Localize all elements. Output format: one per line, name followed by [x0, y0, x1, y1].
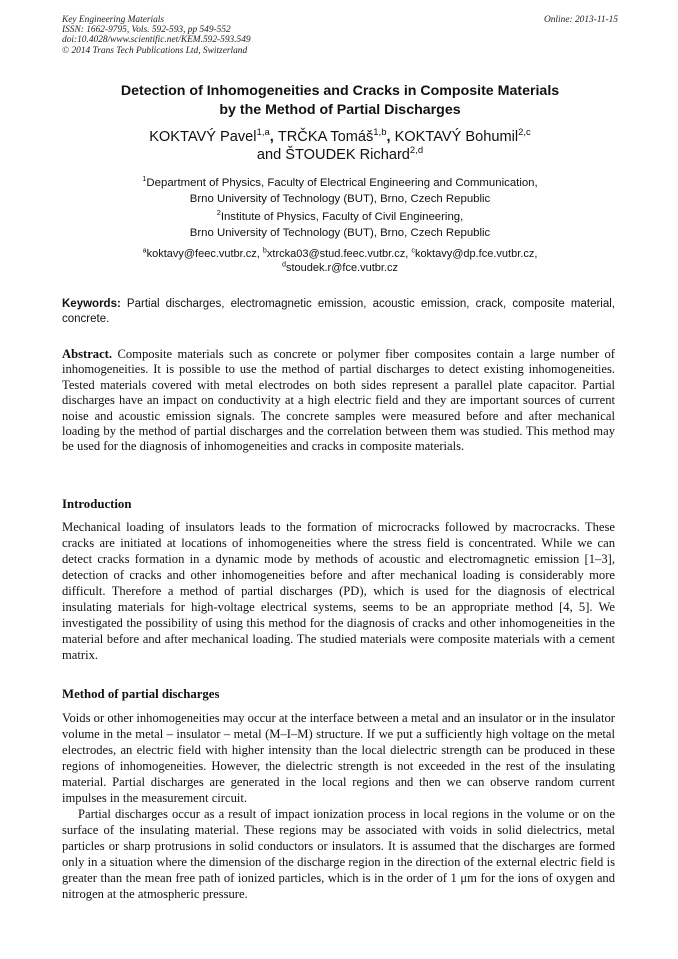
- introduction-heading: Introduction: [62, 497, 132, 511]
- email-address: koktavy@dp.fce.vutbr.cz,: [414, 248, 538, 260]
- method-paragraph-2: Partial discharges occur as a result of impact ionization process in local regions in the volume or on the surface of the insulating material. These regions may be associated with voids in solid dielectrics, metal particles or sharp protrusions in solid conductors or insulators. It is assumed that the discharges are formed only in a situation where the dimension of the discharge region in the direction of the external electric field is greater than the mean free path of ionized particles, which is in the order of 1 μm for the ions of oxygen and nitrogen at the atmospheric pressure.: [62, 807, 615, 901]
- author-name: KOKTAVÝ Bohumil: [394, 129, 519, 145]
- paper-title: [62, 82, 618, 120]
- email-mark: b: [262, 246, 267, 255]
- title-line-1: Detection of Inhomogeneities and Cracks in Composite Materials: [120, 83, 560, 99]
- author-name: TRČKA Tomáš: [277, 129, 374, 145]
- keywords-text: Partial discharges, electromagnetic emission, acoustic emission, crack, composite material, concrete.: [62, 298, 615, 326]
- email-line-1: [62, 247, 618, 261]
- email-line-2: [62, 261, 618, 275]
- abstract-section: [62, 347, 615, 455]
- author-affil-mark: 1,b: [373, 127, 387, 139]
- author-line-1: [62, 128, 618, 146]
- method-section: [62, 710, 615, 902]
- abstract-label: Abstract.: [62, 347, 113, 361]
- title-line-2: by the Method of Partial Discharges: [219, 102, 461, 118]
- email-mark: c: [411, 246, 415, 255]
- email-list: [62, 247, 618, 275]
- introduction-text: Mechanical loading of insulators leads to the formation of microcracks followed by macrocracks. These cracks are initiated at locations of inhomogeneities where the stress field is concentrated. While we can detect cracks formation in a dynamic mode by methods of acoustic and electromagnetic emission [1–3], detection of cracks and other inhomogeneities before and after mechanical loading is considerably more difficult. Therefore a method of partial discharges (PD), which is used for the diagnosis of electrical insulating materials for high-voltage electrical systems, seems to be an appropriate method [4, 5]. We investigated the possibility of using this method for the diagnosis of cracks and other inhomogeneities in the material before and after mechanical loading. The studied materials were composite materials with a cement matrix.: [62, 520, 615, 662]
- affiliation-text: Department of Physics, Faculty of Electrical Engineering and Communication,: [146, 177, 538, 189]
- author-affil-mark: 1,a: [256, 127, 270, 139]
- email-address: xtrcka03@stud.feec.vutbr.cz,: [266, 248, 409, 260]
- author-separator: ,: [386, 129, 395, 145]
- author-name: KOKTAVÝ Pavel: [149, 129, 257, 145]
- affiliation-line: [62, 210, 618, 226]
- email-address: koktavy@feec.vutbr.cz,: [146, 248, 260, 260]
- journal-issn: ISSN: 1662-9795, Vols. 592-593, pp 549-552: [62, 25, 231, 36]
- affiliation-1: [62, 176, 618, 207]
- email-mark: d: [281, 260, 286, 269]
- journal-name: Key Engineering Materials: [62, 15, 165, 25]
- email-address: stoudek.r@fce.vutbr.cz: [285, 262, 399, 274]
- online-date: Online: 2013-11-15: [543, 15, 618, 25]
- author-line-2: [62, 146, 618, 164]
- keywords-section: [62, 297, 615, 328]
- author-separator: ,: [269, 129, 278, 145]
- affiliation-line: [62, 176, 618, 192]
- affiliation-2: [62, 210, 618, 241]
- method-heading: Method of partial discharges: [62, 687, 220, 701]
- affiliation-number: 2: [216, 208, 221, 218]
- affiliation-line: Brno University of Technology (BUT), Brno, Czech Republic: [189, 192, 491, 205]
- method-paragraph-1: Voids or other inhomogeneities may occur at the interface between a metal and an insulator or in the insulator volume in the metal – insulator – metal (M–I–M) structure. If we put a sufficiently high voltage on the metal electrodes, an electric field with higher intensity than the local dielectric strength can be produced in these regions of inhomogeneities. However, the dielectric strength is not exceeded in the rest of the insulating material. Partial discharges are generated in the local regions and then we can observe random current impulses in the measurement circuit.: [62, 711, 615, 805]
- journal-doi: doi:10.4028/www.scientific.net/KEM.592-593.549: [62, 35, 251, 46]
- affiliation-text: Institute of Physics, Faculty of Civil Engineering,: [220, 211, 464, 223]
- journal-header: [62, 15, 618, 56]
- author-affil-mark: 2,d: [409, 145, 424, 157]
- abstract-text: Composite materials such as concrete or polymer fiber composites contain a large number of inhomogeneities. It is possible to use the method of partial discharges to detect existing inhomogeneities. Tested materials covered with metal electrodes on both sides represent a parallel plate capacitor. Partial discharges have an impact on conductivity at a high electric field and they are important sources of current noise and acoustic emission signals. The concrete samples were measured before and after mechanical loading by the method of partial discharges and the correlation between them was studied. This method may be used for the diagnosis of inhomogeneities and cracks in composite materials.: [62, 347, 615, 454]
- author-list: [62, 128, 618, 164]
- journal-copyright: © 2014 Trans Tech Publications Ltd, Switzerland: [62, 45, 248, 56]
- author-affil-mark: 2,c: [518, 127, 531, 139]
- email-mark: a: [142, 246, 147, 255]
- author-conjunction: and: [256, 147, 282, 163]
- author-name: ŠTOUDEK Richard: [285, 147, 410, 163]
- affiliation-number: 1: [142, 174, 147, 184]
- keywords-label: Keywords:: [62, 298, 121, 310]
- affiliation-line: Brno University of Technology (BUT), Brno, Czech Republic: [189, 226, 491, 239]
